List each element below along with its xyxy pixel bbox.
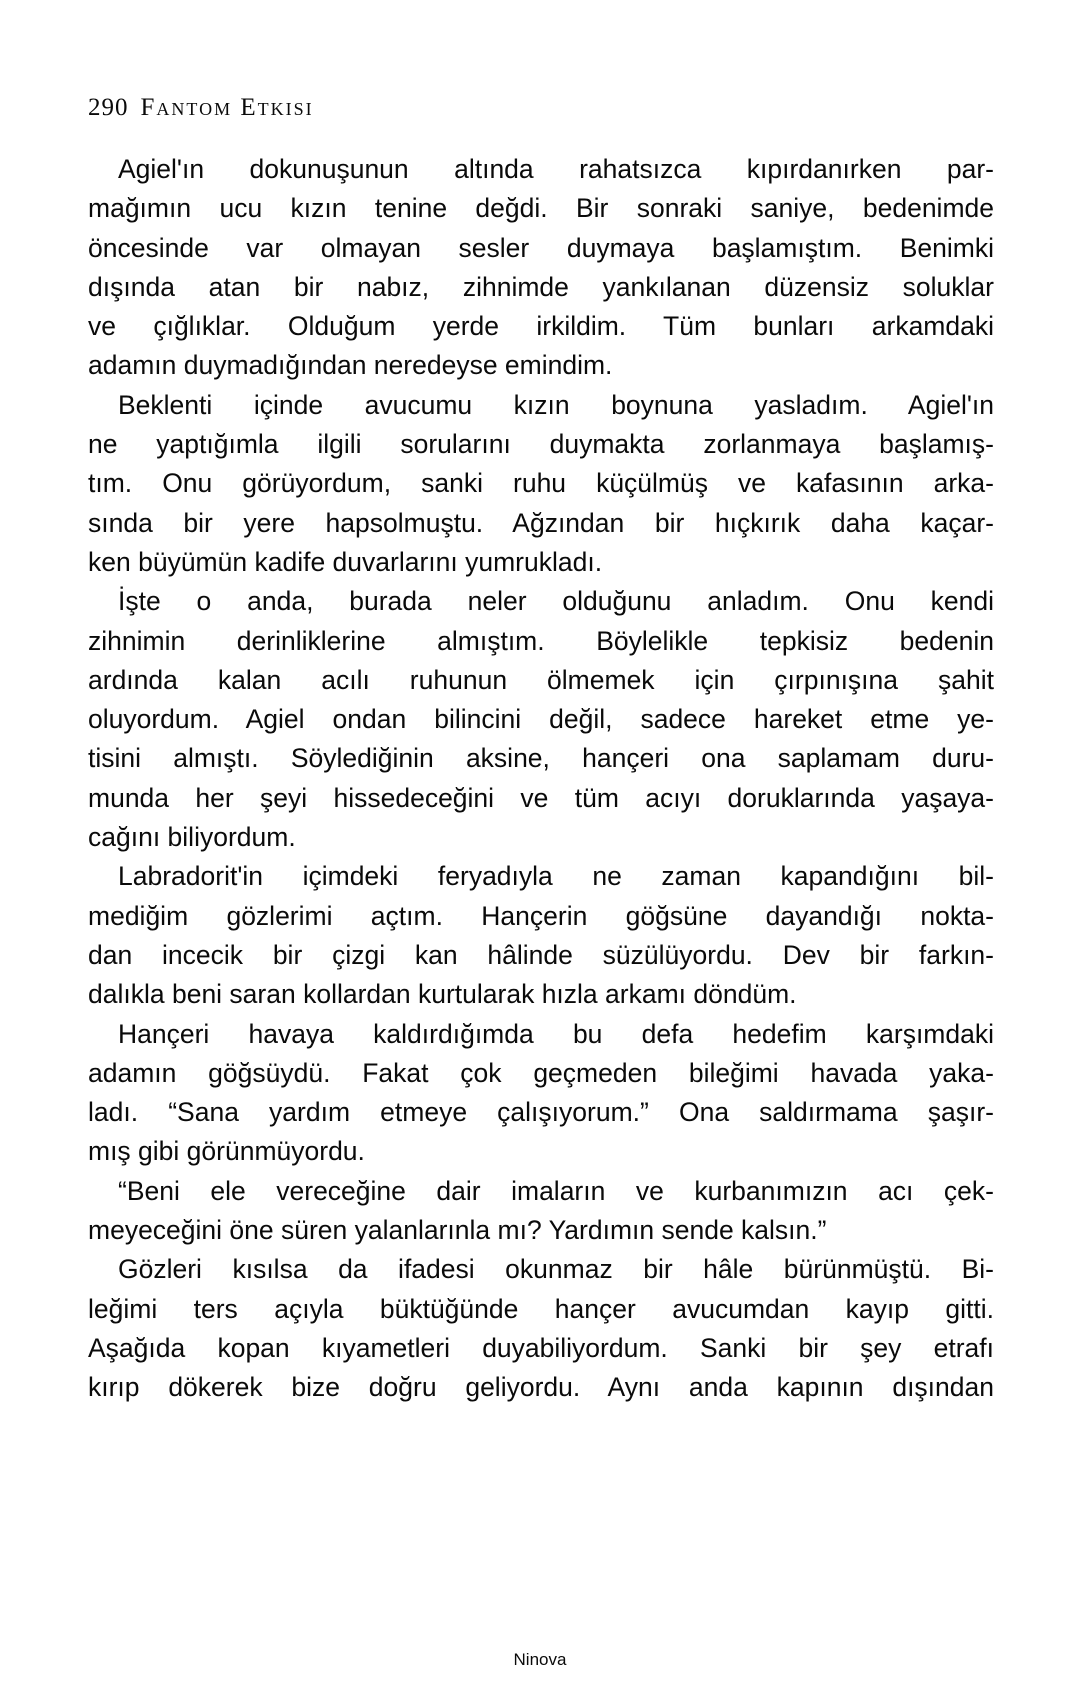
text-line: Beklenti içinde avucumu kızın boynuna yasladım. Agiel'ın: [118, 389, 994, 420]
text-line: Hançeri havaya kaldırdığımda bu defa hedefim karşımdaki: [118, 1018, 994, 1049]
text-line: ve çığlıklar. Olduğum yerde irkildim. Tüm bunları arkamdaki: [88, 311, 994, 342]
text-line: mağımın ucu kızın tenine değdi. Bir sonraki saniye, bedenimde: [88, 193, 994, 224]
text-line: dalıkla beni saran kollardan kurtularak hızla arkamı döndüm.: [88, 979, 797, 1010]
text-line: ladı. “Sana yardım etmeye çalışıyorum.” Ona saldırmama şaşır-: [88, 1097, 994, 1128]
text-line: İşte o anda, burada neler olduğunu anladım. Onu kendi: [118, 586, 994, 617]
text-line: dan incecik bir çizgi kan hâlinde süzülüyordu. Dev bir farkın-: [88, 939, 994, 970]
body-text: [88, 150, 994, 1408]
paragraph: [88, 1015, 994, 1172]
paragraph: [88, 1250, 994, 1407]
text-line: sında bir yere hapsolmuştu. Ağzından bir hıçkırık daha kaçar-: [88, 507, 994, 538]
text-line: Aşağıda kopan kıyametleri duyabiliyordum. Sanki bir şey etrafı: [88, 1332, 994, 1363]
text-line: leğimi ters açıyla büktüğünde hançer avucumdan kayıp gitti.: [88, 1293, 994, 1324]
text-line: oluyordum. Agiel ondan bilincini değil, sadece hareket etme ye-: [88, 704, 994, 735]
running-header: [88, 94, 314, 122]
text-line: Labradorit'in içimdeki feryadıyla ne zaman kapandığını bil-: [118, 861, 994, 892]
paragraph: [88, 857, 994, 1014]
text-line: Agiel'ın dokunuşunun altında rahatsızca kıpırdanırken par-: [118, 154, 994, 184]
publisher-footer: Ninova: [513, 1650, 567, 1669]
paragraph: [88, 386, 994, 582]
text-line: cağını biliyordum.: [88, 822, 296, 853]
text-line: adamın duymadığından neredeyse emindim.: [88, 350, 613, 381]
text-line: adamın göğsüydü. Fakat çok geçmeden bileğimi havada yaka-: [88, 1057, 994, 1088]
text-line: Gözleri kısılsa da ifadesi okunmaz bir hâle bürünmüştü. Bi-: [118, 1254, 994, 1285]
text-line: tım. Onu görüyordum, sanki ruhu küçülmüş ve kafasının arka-: [88, 468, 994, 499]
text-line: mış gibi görünmüyordu.: [88, 1136, 365, 1167]
text-line: öncesinde var olmayan sesler duymaya başlamıştım. Benimki: [88, 232, 994, 263]
paragraph: [88, 150, 994, 386]
text-line: munda her şeyi hissedeceğini ve tüm acıyı doruklarında yaşaya-: [88, 782, 994, 813]
page-number: 290: [88, 94, 129, 121]
text-line: meyeceğini öne süren yalanlarınla mı? Yardımın sende kalsın.”: [88, 1215, 827, 1246]
text-line: kırıp dökerek bize doğru geliyordu. Aynı anda kapının dışından: [88, 1372, 994, 1403]
text-line: dışında atan bir nabız, zihnimde yankılanan düzensiz soluklar: [88, 271, 994, 302]
text-line: mediğim gözlerimi açtım. Hançerin göğsüne dayandığı nokta-: [88, 900, 994, 931]
text-line: ardında kalan acılı ruhunun ölmemek için çırpınışına şahit: [88, 664, 994, 695]
paragraph: [88, 1172, 994, 1251]
book-title: Fantom Etkisi: [140, 94, 314, 121]
text-line: ken büyümün kadife duvarlarını yumrukladı.: [88, 546, 603, 577]
text-line: zihnimin derinliklerine almıştım. Böylelikle tepkisiz bedenin: [88, 625, 994, 656]
text-line: tisini almıştı. Söylediğinin aksine, hançeri ona saplamam duru-: [88, 743, 994, 774]
text-line: “Beni ele vereceğine dair imaların ve kurbanımızın acı çek-: [118, 1175, 994, 1206]
text-line: ne yaptığımla ilgili sorularını duymakta zorlanmaya başlamış-: [88, 429, 994, 460]
paragraph: [88, 582, 994, 857]
